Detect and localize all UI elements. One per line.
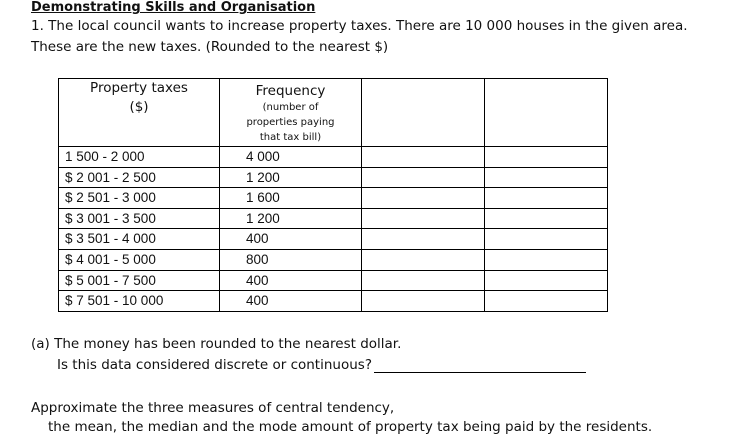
blank-cell[interactable] <box>362 167 485 188</box>
question-intro-line-1: 1. The local council wants to increase property taxes. There are 10 000 houses in the given area. <box>31 18 688 34</box>
blank-cell[interactable] <box>362 229 485 250</box>
table-row <box>59 270 608 291</box>
range-cell: $ 2 001 - 2 500 <box>59 167 220 188</box>
frequency-cell: 1 200 <box>220 208 362 229</box>
blank-cell[interactable] <box>362 270 485 291</box>
table-row <box>59 167 608 188</box>
frequency-cell: 800 <box>220 249 362 270</box>
blank-cell[interactable] <box>485 229 608 250</box>
table-row <box>59 291 608 312</box>
blank-cell[interactable] <box>485 270 608 291</box>
header-property-taxes-line-1: Property taxes <box>90 80 188 96</box>
approximate-line-2: the mean, the median and the mode amount of property tax being paid by the residents. <box>48 419 653 435</box>
header-frequency-title: Frequency <box>255 83 326 99</box>
table-row <box>59 249 608 270</box>
frequency-cell: 400 <box>220 291 362 312</box>
range-cell: 1 500 - 2 000 <box>59 147 220 168</box>
part-a-line-2 <box>57 357 586 373</box>
range-cell: $ 3 001 - 3 500 <box>59 208 220 229</box>
blank-cell[interactable] <box>485 167 608 188</box>
table-row <box>59 208 608 229</box>
blank-cell[interactable] <box>362 291 485 312</box>
range-cell: $ 5 001 - 7 500 <box>59 270 220 291</box>
question-intro-line-2: These are the new taxes. (Rounded to the nearest $) <box>31 39 389 55</box>
table-header-row <box>59 79 608 147</box>
header-blank-col-4[interactable] <box>485 79 608 147</box>
range-cell: $ 4 001 - 5 000 <box>59 249 220 270</box>
blank-cell[interactable] <box>362 188 485 209</box>
range-cell: $ 7 501 - 10 000 <box>59 291 220 312</box>
header-property-taxes-line-2: ($) <box>129 99 149 115</box>
table-row <box>59 229 608 250</box>
header-frequency-sub-1: (number of <box>262 102 319 113</box>
property-tax-table <box>58 78 608 312</box>
frequency-cell: 1 600 <box>220 188 362 209</box>
blank-cell[interactable] <box>362 208 485 229</box>
blank-cell[interactable] <box>362 147 485 168</box>
frequency-cell: 400 <box>220 229 362 250</box>
blank-cell[interactable] <box>485 291 608 312</box>
blank-cell[interactable] <box>485 188 608 209</box>
table-row <box>59 188 608 209</box>
blank-cell[interactable] <box>485 208 608 229</box>
table-row <box>59 147 608 168</box>
blank-cell[interactable] <box>485 147 608 168</box>
part-a-question: Is this data considered discrete or continuous? <box>57 357 372 373</box>
section-heading: Demonstrating Skills and Organisation <box>31 0 316 15</box>
header-frequency-sub-3: that tax bill) <box>259 132 322 143</box>
frequency-cell: 400 <box>220 270 362 291</box>
part-a-line-1: (a) The money has been rounded to the nearest dollar. <box>31 336 402 352</box>
approximate-line-1: Approximate the three measures of central tendency, <box>31 400 395 416</box>
blank-cell[interactable] <box>362 249 485 270</box>
frequency-cell: 4 000 <box>220 147 362 168</box>
frequency-cell: 1 200 <box>220 167 362 188</box>
header-property-taxes <box>59 79 220 147</box>
header-frequency <box>220 79 362 147</box>
header-frequency-sub-2: properties paying <box>246 117 335 128</box>
answer-blank[interactable] <box>374 360 586 373</box>
range-cell: $ 3 501 - 4 000 <box>59 229 220 250</box>
header-blank-col-3[interactable] <box>362 79 485 147</box>
range-cell: $ 2 501 - 3 000 <box>59 188 220 209</box>
blank-cell[interactable] <box>485 249 608 270</box>
